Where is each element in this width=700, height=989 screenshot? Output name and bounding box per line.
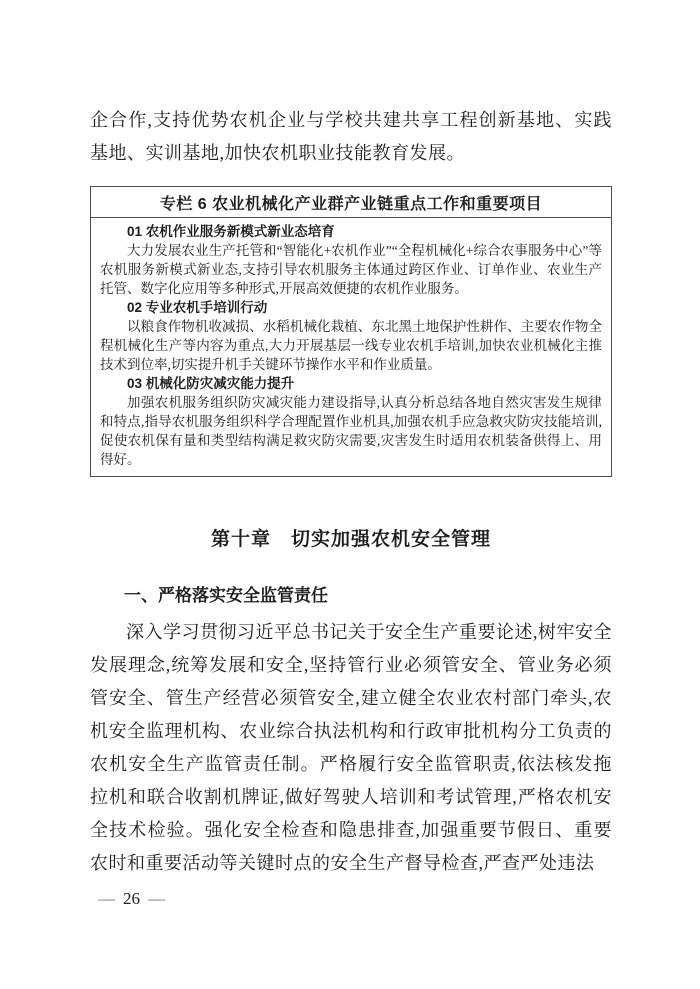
box-item-3-body: 加强农机服务组织防灾减灾能力建设指导,认真分析总结各地自然灾害发生规律和特点,指导农机服务组织科学合理配置作业机具,加强农机手应急救灾防灾技能培训,促使农机保有量和类型结构满足救灾防灾需要,灾害发生时适用农机装备供得上、用得好。 xyxy=(100,395,602,467)
box-item-1-heading: 01 农机作业服务新模式新业态培育 xyxy=(127,224,335,239)
footer-dash-right: — xyxy=(148,889,165,908)
box-item-2-heading: 02 专业农机手培训行动 xyxy=(127,300,268,315)
chapter-heading: 第十章 切实加强农机安全管理 xyxy=(210,529,491,550)
box-item-3 xyxy=(100,374,602,469)
box-title: 专栏 6 农业机械化产业群产业链重点工作和重要项目 xyxy=(91,187,611,218)
body-paragraph: 深入学习贯彻习近平总书记关于安全生产重要论述,树牢安全发展理念,统筹发展和安全,坚持管行业必须管安全、管业务必须管安全、管生产经营必须管安全,建立健全农业农村部门牵头,农机安全监理机构、农业综合执法机构和行政审批机构分工负责的农机安全生产监管责任制。严格履行安全监管职责,依法核发拖拉机和联合收割机牌证,做好驾驶人培训和考试管理,严格农机安全技术检验。强化安全检查和隐患排查,加强重要节假日、重要农时和重要活动等关键时点的安全生产督导检查,严查严处违法 xyxy=(90,622,612,873)
box-item-2 xyxy=(100,298,602,374)
section-heading: 一、严格落实安全监管责任 xyxy=(124,586,328,605)
box-item-1-body: 大力发展农业生产托管和“智能化+农机作业”“全程机械化+综合农事服务中心”等农机服务新模式新业态,支持引导农机服务主体通过跨区作业、订单作业、农业生产托管、数字化应用等多种形式,开展高效便捷的农机作业服务。 xyxy=(100,243,602,296)
special-column-box xyxy=(90,186,612,477)
box-item-2-body: 以粮食作物机收减损、水稻机械化栽植、东北黑土地保护性耕作、主要农作物全程机械化生产等内容为重点,大力开展基层一线专业农机手培训,加快农业机械化主推技术到位率,切实提升机手关键环节操作水平和作业质量。 xyxy=(100,319,602,372)
intro-paragraph: 企合作,支持优势农机企业与学校共建共享工程创新基地、实践基地、实训基地,加快农机职业技能教育发展。 xyxy=(90,110,612,163)
page-number: 26 xyxy=(123,889,140,908)
box-body xyxy=(91,218,611,476)
footer-dash-left: — xyxy=(98,889,115,908)
box-item-1 xyxy=(100,222,602,298)
box-item-3-heading: 03 机械化防灾减灾能力提升 xyxy=(127,376,295,391)
page-footer xyxy=(92,889,171,909)
